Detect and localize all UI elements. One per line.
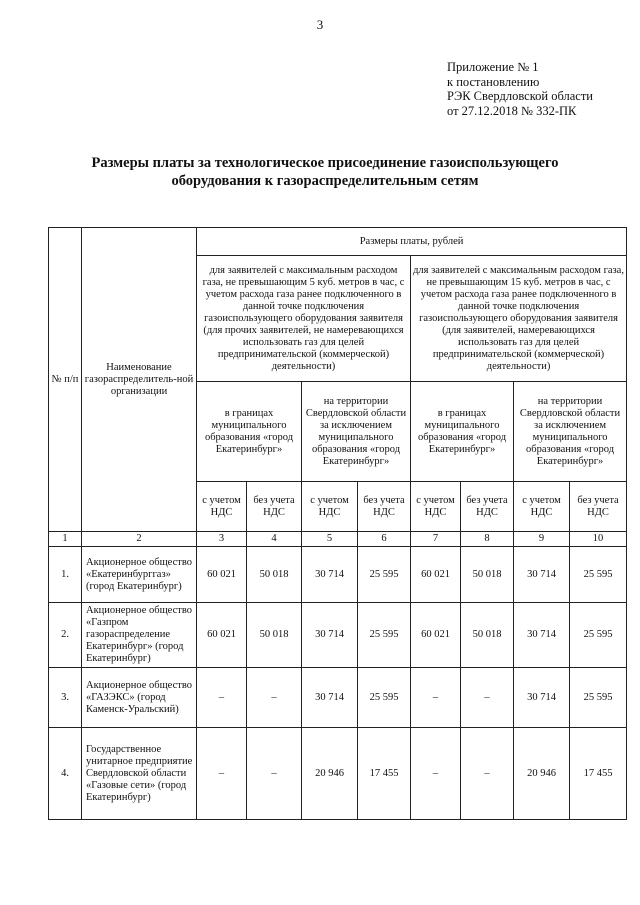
fee-value: 17 455 — [570, 728, 627, 820]
fee-value: – — [197, 668, 247, 728]
appendix-line-1: Приложение № 1 — [447, 60, 539, 74]
title-line-1: Размеры платы за технологическое присоединение газоиспользующего — [91, 155, 559, 171]
header-city-b: в границах муниципального образования «город Екатеринбург» — [411, 382, 514, 482]
column-number: 7 — [411, 532, 461, 547]
column-number: 4 — [247, 532, 302, 547]
fee-value: 50 018 — [247, 603, 302, 668]
appendix-block — [447, 60, 593, 118]
document-title — [60, 154, 590, 190]
fee-value: – — [247, 728, 302, 820]
fee-value: 20 946 — [514, 728, 570, 820]
table-row — [49, 728, 627, 820]
column-number: 9 — [514, 532, 570, 547]
fee-value: – — [411, 668, 461, 728]
table-row — [49, 668, 627, 728]
header-region-b: на территории Свердловской области за исключением муниципального образования «город Екатеринбург» — [514, 382, 627, 482]
fee-value: 25 595 — [358, 668, 411, 728]
header-with-vat: с учетом НДС — [411, 482, 461, 532]
fee-value: – — [247, 668, 302, 728]
table-row — [49, 547, 627, 603]
table-row — [49, 603, 627, 668]
header-org: Наименование газораспределитель-ной организации — [82, 228, 197, 532]
title-line-2: оборудования к газораспределительным сетям — [171, 173, 479, 189]
header-group-b: для заявителей с максимальным расходом газа, не превышающим 15 куб. метров в час, с учетом расхода газа ранее подключенного в данной точке подключения газоиспользующего оборудования заявителя (для заявителей, намеревающихся использовать газ для целей предпринимательской (коммерческой) деятельности) — [411, 256, 627, 382]
fee-value: 30 714 — [514, 547, 570, 603]
header-with-vat: с учетом НДС — [514, 482, 570, 532]
organization-name: Акционерное общество «Газпром газораспределение Екатеринбург» (город Екатеринбург) — [82, 603, 197, 668]
header-without-vat: без учета НДС — [461, 482, 514, 532]
organization-name: Акционерное общество «ГАЗЭКС» (город Каменск-Уральский) — [82, 668, 197, 728]
column-number: 10 — [570, 532, 627, 547]
fee-value: 17 455 — [358, 728, 411, 820]
fee-value: – — [411, 728, 461, 820]
fee-value: – — [197, 728, 247, 820]
column-number: 2 — [82, 532, 197, 547]
column-number: 1 — [49, 532, 82, 547]
fee-value: 60 021 — [197, 603, 247, 668]
header-without-vat: без учета НДС — [358, 482, 411, 532]
header-without-vat: без учета НДС — [570, 482, 627, 532]
organization-name: Государственное унитарное предприятие Свердловской области «Газовые сети» (город Екатеринбург) — [82, 728, 197, 820]
header-region-a: на территории Свердловской области за исключением муниципального образования «город Екатеринбург» — [302, 382, 411, 482]
column-number: 5 — [302, 532, 358, 547]
header-with-vat: с учетом НДС — [197, 482, 247, 532]
column-number: 8 — [461, 532, 514, 547]
page-number: 3 — [316, 17, 324, 32]
row-number: 1. — [49, 547, 82, 603]
header-without-vat: без учета НДС — [247, 482, 302, 532]
organization-name: Акционерное общество «Екатеринбурггаз» (город Екатеринбург) — [82, 547, 197, 603]
header-num: № п/п — [49, 228, 82, 532]
fee-value: 60 021 — [411, 547, 461, 603]
fee-value: 25 595 — [358, 603, 411, 668]
fee-value: 20 946 — [302, 728, 358, 820]
tariff-table — [48, 227, 627, 820]
fee-value: – — [461, 728, 514, 820]
fee-value: 60 021 — [411, 603, 461, 668]
row-number: 3. — [49, 668, 82, 728]
fee-value: 25 595 — [570, 547, 627, 603]
fee-value: 60 021 — [197, 547, 247, 603]
fee-value: 50 018 — [461, 547, 514, 603]
header-city-a: в границах муниципального образования «город Екатеринбург» — [197, 382, 302, 482]
fee-value: 30 714 — [302, 668, 358, 728]
fee-value: 25 595 — [358, 547, 411, 603]
appendix-line-4: от 27.12.2018 № 332-ПК — [447, 103, 577, 118]
fee-value: 25 595 — [570, 668, 627, 728]
row-number: 4. — [49, 728, 82, 820]
fee-value: 25 595 — [570, 603, 627, 668]
column-number: 6 — [358, 532, 411, 547]
fee-value: – — [461, 668, 514, 728]
fee-value: 30 714 — [302, 547, 358, 603]
fee-value: 50 018 — [461, 603, 514, 668]
fee-value: 30 714 — [514, 668, 570, 728]
header-with-vat: с учетом НДС — [302, 482, 358, 532]
row-number: 2. — [49, 603, 82, 668]
fee-value: 30 714 — [302, 603, 358, 668]
fee-value: 30 714 — [514, 603, 570, 668]
column-number: 3 — [197, 532, 247, 547]
header-group-a: для заявителей с максимальным расходом газа, не превышающим 5 куб. метров в час, с учетом расхода газа ранее подключенного в данной точке подключения газоиспользующего оборудования заявителя (для прочих заявителей, не намеревающихся использовать газ для целей предпринимательской (коммерческой) деятельности) — [197, 256, 411, 382]
appendix-line-3: РЭК Свердловской области — [447, 89, 593, 103]
fee-value: 50 018 — [247, 547, 302, 603]
appendix-line-2: к постановлению — [447, 74, 540, 89]
header-fees: Размеры платы, рублей — [197, 228, 627, 256]
